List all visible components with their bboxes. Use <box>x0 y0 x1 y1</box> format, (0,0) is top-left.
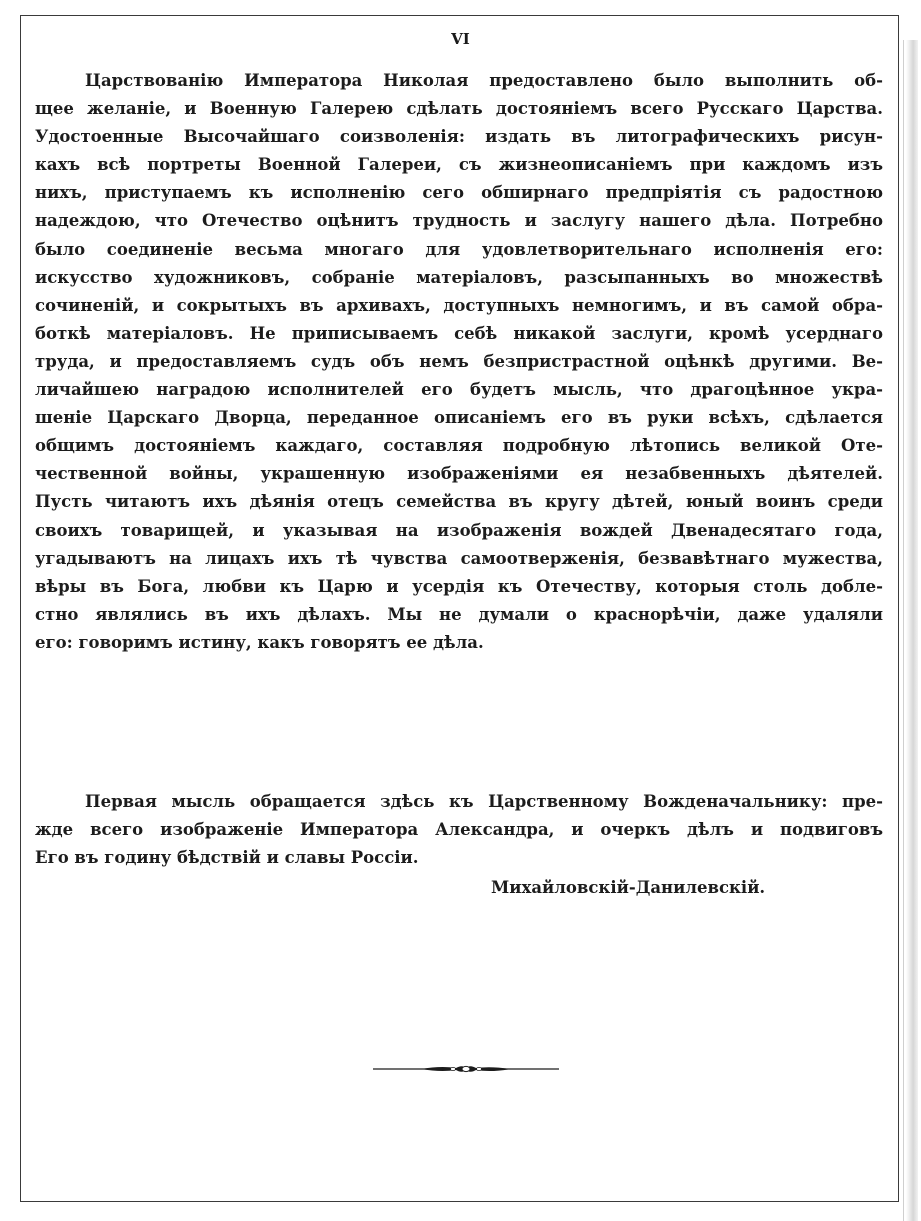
text-line: вѣры въ Бога, любви къ Царю и усердія къ Отечеству, которыя столь добле- <box>35 576 883 596</box>
text-line: щее желаніе, и Военную Галерею сдѣлать достояніемъ всего Русскаго Царства. <box>35 99 883 119</box>
text-line: Удостоенные Высочайшаго соизволенія: издать въ литографическихъ рисун- <box>35 127 883 147</box>
text-line: было соединеніе весьма многаго для удовлетворительнаго исполненія его: <box>35 239 883 259</box>
text-line: Пусть читаютъ ихъ дѣянія отецъ семейства въ кругу дѣтей, юный воинъ среди <box>35 492 883 512</box>
text-line: сочиненій, и сокрытыхъ въ архивахъ, доступныхъ немногимъ, и въ самой обра- <box>35 295 883 315</box>
text-line: Его въ годину бѣдствій и славы Россіи. <box>35 848 419 868</box>
paragraph-dedication <box>35 788 883 872</box>
text-line: искусство художниковъ, собраніе матеріаловъ, разсыпанныхъ во множествѣ <box>35 267 883 287</box>
text-line: нихъ, приступаемъ къ исполненію сего обширнаго предпріятія съ радостною <box>35 183 883 203</box>
text-line: труда, и предоставляемъ судъ объ немъ безпристрастной оцѣнкѣ другими. Ве- <box>35 351 883 371</box>
text-line: кахъ всѣ портреты Военной Галереи, съ жизнеописаніемъ при каждомъ изъ <box>35 155 883 175</box>
text-line: его: говоримъ истину, какъ говорятъ ее дѣла. <box>35 632 484 652</box>
text-line: жде всего изображеніе Императора Александра, и очеркъ дѣлъ и подвиговъ <box>35 820 883 840</box>
page-edge-line <box>903 40 904 1221</box>
text-line: стно являлись въ ихъ дѣлахъ. Мы не думали о краснорѣчіи, даже удаляли <box>35 604 883 624</box>
text-line: личайшею наградою исполнителей его будетъ мысль, что драгоцѣнное укра- <box>35 380 883 400</box>
paragraph-introduction <box>35 67 883 657</box>
text-line: угадываютъ на лицахъ ихъ тѣ чувства самоотверженія, безвавѣтнаго мужества, <box>35 548 883 568</box>
text-line: надеждою, что Отечество оцѣнитъ трудность и заслугу нашего дѣла. Потребно <box>35 211 883 231</box>
text-line: своихъ товарищей, и указывая на изображенія вождей Двенадесятаго года, <box>35 520 883 540</box>
book-spine-shadow <box>906 40 918 1221</box>
text-line: боткѣ матеріаловъ. Не приписываемъ себѣ никакой заслуги, кромѣ усерднаго <box>35 323 883 343</box>
ornament-divider-icon <box>371 1062 561 1076</box>
page-number: VI <box>451 30 470 48</box>
text-line: шеніе Царскаго Дворца, переданное описаніемъ его въ руки всѣхъ, сдѣлается <box>35 408 883 428</box>
text-line: чественной войны, украшенную изображеніями ея незабвенныхъ дѣятелей. <box>35 464 883 484</box>
text-line: Царствованію Императора Николая предоставлено было выполнить об- <box>85 71 883 90</box>
author-signature: Михайловскій-Данилевскій. <box>491 878 766 897</box>
text-line: Первая мысль обращается здѣсь къ Царственному Вожденачальнику: пре- <box>85 792 883 811</box>
page-frame <box>20 15 899 1202</box>
text-line: общимъ достояніемъ каждаго, составляя подробную лѣтопись великой Оте- <box>35 436 883 456</box>
